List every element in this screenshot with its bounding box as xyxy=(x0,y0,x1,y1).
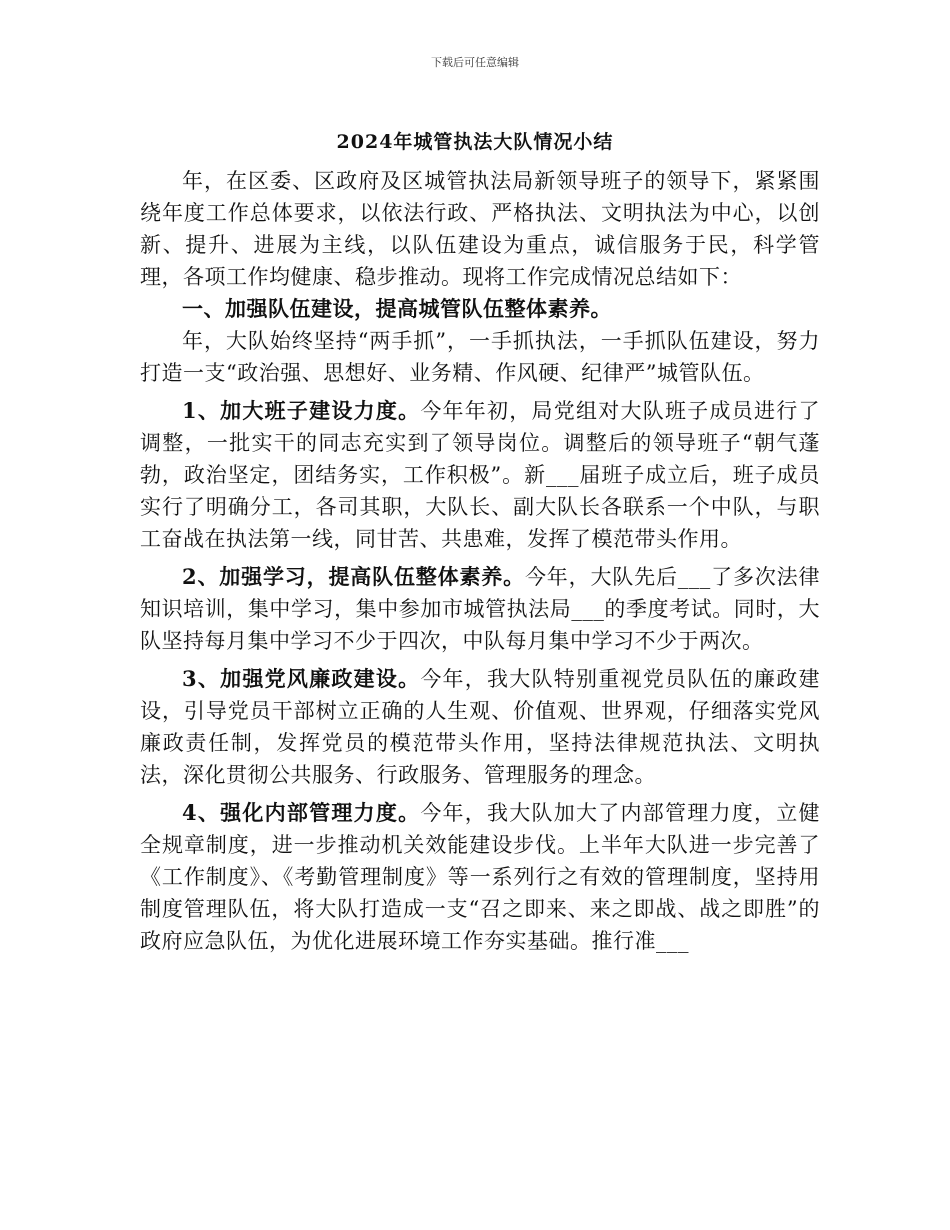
item-paragraph-4 xyxy=(140,797,820,957)
item-text: 今年年初，局党组对大队班子成员进行了调整，一批实干的同志充实到了领导岗位。调整后的领导班子“朝气蓬勃，政治坚定，团结务实，工作积极”。新___届班子成立后，班子成员实行了明确分工，各司其职，大队长、副大队长各联系一个中队，与职工奋战在执法第一线，同甘苦、共患难，发挥了模范带头作用。 xyxy=(140,399,820,551)
document-body xyxy=(140,165,820,957)
item-lead: 2、加强学习，提高队伍整体素养。 xyxy=(182,564,525,589)
item-text: 今年，我大队加大了内部管理力度，立健全规章制度，进一步推动机关效能建设步伐。上半年大队进一步完善了《工作制度》、《考勤管理制度》等一系列行之有效的管理制度，坚持用制度管理队伍，将大队打造成一支“召之即来、来之即战、战之即胜”的政府应急队伍，为优化进展环境工作夯实基础。推行准___ xyxy=(140,801,820,953)
document-title: 2024年城管执法大队情况小结 xyxy=(336,131,614,153)
header-note: 下载后可任意编辑 xyxy=(431,56,519,69)
section-paragraph: 年，大队始终坚持“两手抓”，一手抓执法，一手抓队伍建设，努力打造一支“政治强、思想好、业务精、作风硬、纪律严”城管队伍。 xyxy=(140,329,820,385)
section-heading: 一、加强队伍建设，提高城管队伍整体素养。 xyxy=(182,296,612,321)
item-lead: 1、加大班子建设力度。 xyxy=(182,398,421,423)
item-paragraph-2 xyxy=(140,561,820,657)
item-lead: 4、强化内部管理力度。 xyxy=(182,800,421,825)
item-text: 今年，我大队特别重视党员队伍的廉政建设，引导党员干部树立正确的人生观、价值观、世界观，仔细落实党风廉政责任制，发挥党员的模范带头作用，坚持法律规范执法、文明执法，深化贯彻公共服务、行政服务、管理服务的理念。 xyxy=(140,667,820,787)
item-paragraph-3 xyxy=(140,663,820,791)
item-lead: 3、加强党风廉政建设。 xyxy=(182,666,421,691)
intro-paragraph: 年，在区委、区政府及区城管执法局新领导班子的领导下，紧紧围绕年度工作总体要求，以依法行政、严格执法、文明执法为中心，以创新、提升、进展为主线，以队伍建设为重点，诚信服务于民，科学管理，各项工作均健康、稳步推动。现将工作完成情况总结如下： xyxy=(140,169,820,289)
item-text: 今年，大队先后___了多次法律知识培训，集中学习，集中参加市城管执法局___的季度考试。同时，大队坚持每月集中学习不少于四次，中队每月集中学习不少于两次。 xyxy=(140,565,820,653)
item-paragraph-1 xyxy=(140,395,820,555)
